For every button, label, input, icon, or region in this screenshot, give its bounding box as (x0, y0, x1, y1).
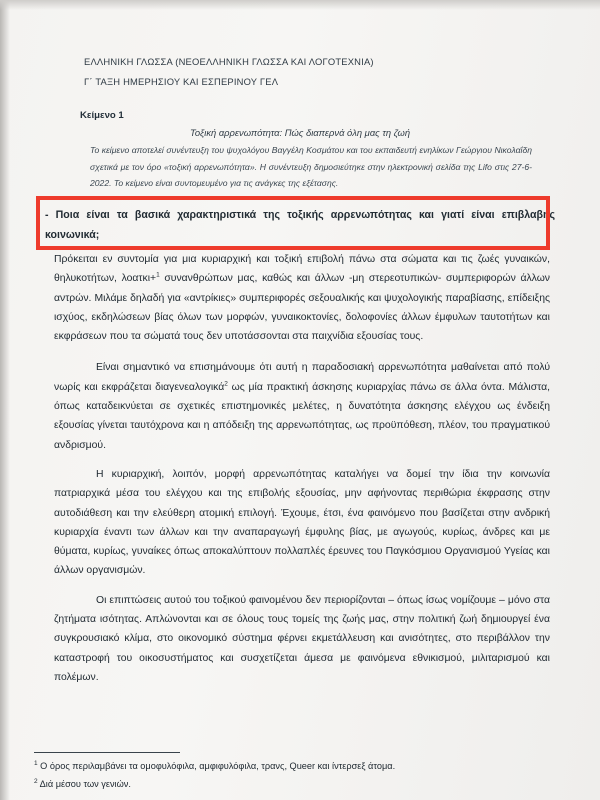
paragraph-3: Η κυριαρχική, λοιπόν, μορφή αρρενωπότητας καταλήγει να δομεί την ίδια την κοινωνία πατριαρχικά μέσα του ελέγχου και της επιβολής εξουσίας, μην αφήνοντας περιθώρια έκφρασης στην αυτοδιάθεση και την ελεύθερη ατομική επιλογή. Έχουμε, έτσι, ένα φαινόμενο που βασίζεται στην ανδρική κυριαρχία έναντι των άλλων και την αναπαραγωγή έμφυλης βίας, με αγωγούς, κυρίως, άνδρες και με θύματα, κυρίως, γυναίκες όπως αποκαλύπτουν πολλαπλές έρευνες του Παγκόσμιου Οργανισμού Υγείας και άλλων οργανισμών. (54, 468, 550, 577)
footnote-ref-1: 1 (156, 271, 160, 279)
exam-subject-header: ΕΛΛΗΝΙΚΗ ΓΛΩΣΣΑ (ΝΕΟΕΛΛΗΝΙΚΗ ΓΛΩΣΣΑ ΚΑΙ ΛΟΓΟΤΕΧΝΙΑ) (84, 56, 374, 67)
footnote-2-text: Διά μέσου των γενιών. (37, 779, 131, 789)
interview-question: - Ποια είναι τα βασικά χαρακτηριστικά της τοξικής αρρενωπότητας και γιατί είναι επιβλαβής κοινωνικά; (45, 209, 555, 241)
text-label: Κείμενο 1 (80, 110, 124, 121)
paragraph-2 (54, 358, 550, 454)
footnote-1-number: 1 (34, 759, 38, 767)
article-title: Τοξική αρρενωπότητα: Πώς διαπερνά όλη μας τη ζωή (189, 127, 411, 138)
page-edge-shadow (0, 0, 10, 800)
footnote-2-number: 2 (34, 777, 38, 785)
article-intro: Το κείμενο αποτελεί συνέντευξη του ψυχολόγου Βαγγέλη Κοσμάτου και του εκπαιδευτή ενηλίκων Γεώργιου Νικολαΐδη σχετικά με τον όρο «τοξική αρρενωπότητα». Η συνέντευξη δημοσιεύτηκε στην ηλεκτρονική σελίδα της Lifo στις 27-6-2022. Το κείμενο είναι συντομευμένο για τις ανάγκες της εξέτασης. (90, 145, 532, 188)
paragraph-2-text-a: Είναι σημαντικό να επισημάνουμε ότι αυτή η παραδοσιακή αρρενωπότητα μαθαίνεται από πολύ νωρίς και εκφράζεται διαγενεαλογικά (54, 362, 550, 393)
footnote-ref-2: 2 (224, 380, 228, 388)
red-highlight-box (36, 196, 550, 250)
article-body (54, 250, 550, 695)
footnote-divider (34, 752, 180, 753)
paragraph-4: Οι επιπτώσεις αυτού του τοξικού φαινομένου δεν περιορίζονται – όπως ίσως νομίζουμε – μόνο στα ζητήματα ισότητας. Απλώνονται και σε όλους τους τομείς της ζωής μας, στην πολιτική ζωή δημιουργεί ένα συγκρουσιακό κλίμα, στο οικονομικό σύστημα φέρνει εκμετάλλευση και ανισότητες, στο περιβάλλον την καταστροφή του οικοσυστήματος και συσχετίζεται άμεσα με φαινόμενα εθνικισμού, μιλιταρισμού και πολέμων. (54, 594, 550, 683)
footnote-2 (34, 779, 131, 789)
page-top-shadow (0, 0, 600, 10)
paragraph-1 (54, 250, 550, 346)
exam-class-header: Γ΄ ΤΑΞΗ ΗΜΕΡΗΣΙΟΥ ΚΑΙ ΕΣΠΕΡΙΝΟΥ ΓΕΛ (84, 76, 279, 87)
paragraph-2-text-b: ως μία πρακτική άσκησης κυριαρχίας πάνω σε άλλα όντα. Μάλιστα, όπως καταδεικνύεται σε σχετικές επιστημονικές μελέτες, η δυνατότητα άσκησης ελέγχου ως ένδειξη εξουσίας γίνεται ταυτόχρονα και η απόδειξη της αρρενωπότητας, ως προϋπόθεση, πλέον, του πραγματικού ανδρισμού. (54, 381, 550, 451)
paragraph-1-text-a: Πρόκειται εν συντομία για μια κυριαρχική και τοξική επιβολή πάνω στα σώματα και τις ζωές γυναικών, θηλυκοτήτων, λοατκι+ (54, 254, 550, 285)
paragraph-1-text-b: συνανθρώπων μας, καθώς και άλλων -μη στερεοτυπικών- συμπεριφορών άλλων αντρών. Μιλάμε δηλαδή για «αντρίκιες» συμπεριφορές σεξουαλικής και ψυχολογικής παραβίασης, επίδειξης ισχύος, εκδηλώσεων βίας όλων των μορφών, γυναικοκτονίες, δολοφονίες άλλων έμφυλων ταυτοτήτων και εκφράσεων που τα σώματά τους δεν υποτάσσονται στα παιχνίδια εξουσίας τους. (54, 273, 550, 343)
footnote-1 (34, 761, 395, 771)
footnote-1-text: Ο όρος περιλαμβάνει τα ομοφυλόφιλα, αμφιφυλόφιλα, τρανς, Queer και ίντερσεξ άτομα. (37, 761, 396, 771)
